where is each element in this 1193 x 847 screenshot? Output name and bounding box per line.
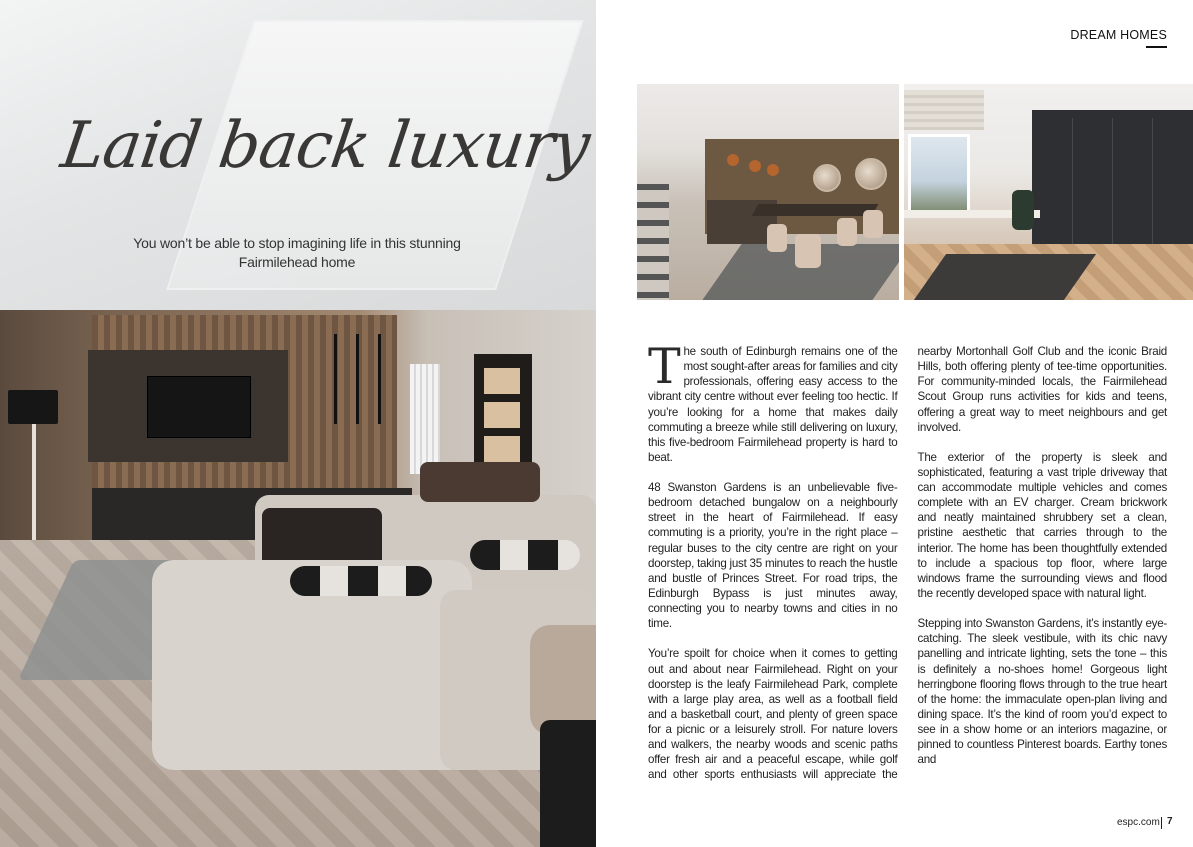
footer-divider [1161,817,1162,829]
office-chair [1012,190,1034,230]
dining-chair [767,224,787,252]
photo-home-office [904,84,1193,300]
pendant-light [334,334,337,424]
window [908,134,970,214]
cushion [420,462,540,502]
pendant-light [749,160,761,172]
dining-table [752,204,879,216]
round-mirror [813,164,841,192]
hero-photo-living-room [0,0,596,847]
article-paragraph: 48 Swanston Gardens is an unbelievable five-bedroom detached bungalow on a neighbourly street in the heart of Fairmilehead. If easy commuting is a priority, you’re in the right place – regular buses to the city centre are right on your doorstep, taking just 35 minutes to reach the hustle and bustle of Princes Street. For road trips, the Edinburgh Bypass is just minutes away, connecting you to nearby towns and cities in no time. [648,481,898,631]
pendant-light [378,334,381,424]
radiator [410,364,440,474]
lead-text: he south of Edinburgh remains one of the most sought-after areas for families and city professionals, offering easy access to the vibrant city centre without ever feeling too hectic. If you’re looking for a home that makes daily commuting a breeze while still delivering on luxury, this five-bedroom Fairmilehead property is hard to beat. [648,345,898,464]
article-paragraph: The exterior of the property is sleek and sophisticated, featuring a vast triple driveway that can accommodate multiple vehicles and comes complete with an EV charger. Cream brickwork and neatly maintained shrubbery set a clean, pristine aesthetic that carries through to the interior. The home has been thoughtfully extended to include a spacious top floor, where large windows frame the surrounding views and flood the recently developed space with natural light. [917,450,1167,600]
bolster-cushion [470,540,580,570]
article-paragraph: Stepping into Swanston Gardens, it’s instantly eye-catching. The sleek vestibule, with its chic navy panelling and intricate lighting, sets the tone – this is definitely a no-shoes home! Gorgeous light herringbone flooring flows through to the true heart of the home: the immaculate open-plan living and dining space. It’s the kind of room you’d expect to see in a show home or an interiors magazine, or pinned to countless Pinterest boards. Earthy tones and [917,617,1167,767]
article-body [648,338,1167,794]
article-paragraph: You’re spoilt for choice when it comes to getting out and about near Fairmilehead. Right on your doorstep is the leafy Fairmilehead Park, complete with a large play area, as well as a football field and a basketball court, and plenty of green space for a picnic or a leisurely stroll. For nature lovers and walkers, the nearby woods and scenic paths offer fresh air and a peaceful escape, while golf and other sports enthusiasts will appreciate the nearby Mortonhall Golf Club and the iconic Braid Hills, both offering plenty of tee-time opportunities. For community-minded locals, the Fairmilehead Scout Group runs activities for kids and teens, offering a great way to meet neighbours and get involved. [648,345,1167,782]
section-underline [1146,46,1167,48]
dining-chair [795,234,821,268]
footer-website: espc.com [1117,817,1160,828]
headline: Laid back luxury [56,109,594,183]
bolster-cushion [290,566,432,596]
dark-chair [540,720,596,847]
dining-chair [863,210,883,238]
pendant-light [727,154,739,166]
page-number: 7 [1167,816,1173,827]
pendant-light [356,334,359,424]
roman-blind [904,90,984,130]
dining-chair [837,218,857,246]
article-paragraph [648,338,898,465]
armchair [530,625,596,735]
floor-lamp-shade [8,390,58,424]
round-mirror [855,158,887,190]
staircase [637,184,669,300]
wardrobe [1032,110,1193,260]
subheadline: You won’t be able to stop imagining life in this stunning Fairmilehead home [133,235,461,270]
photo-dining-room [637,84,899,300]
drop-cap: T [648,338,681,395]
section-label: DREAM HOMES [1070,28,1167,42]
pendant-light [767,164,779,176]
floor-lamp-stand [32,424,36,548]
television [147,376,251,438]
